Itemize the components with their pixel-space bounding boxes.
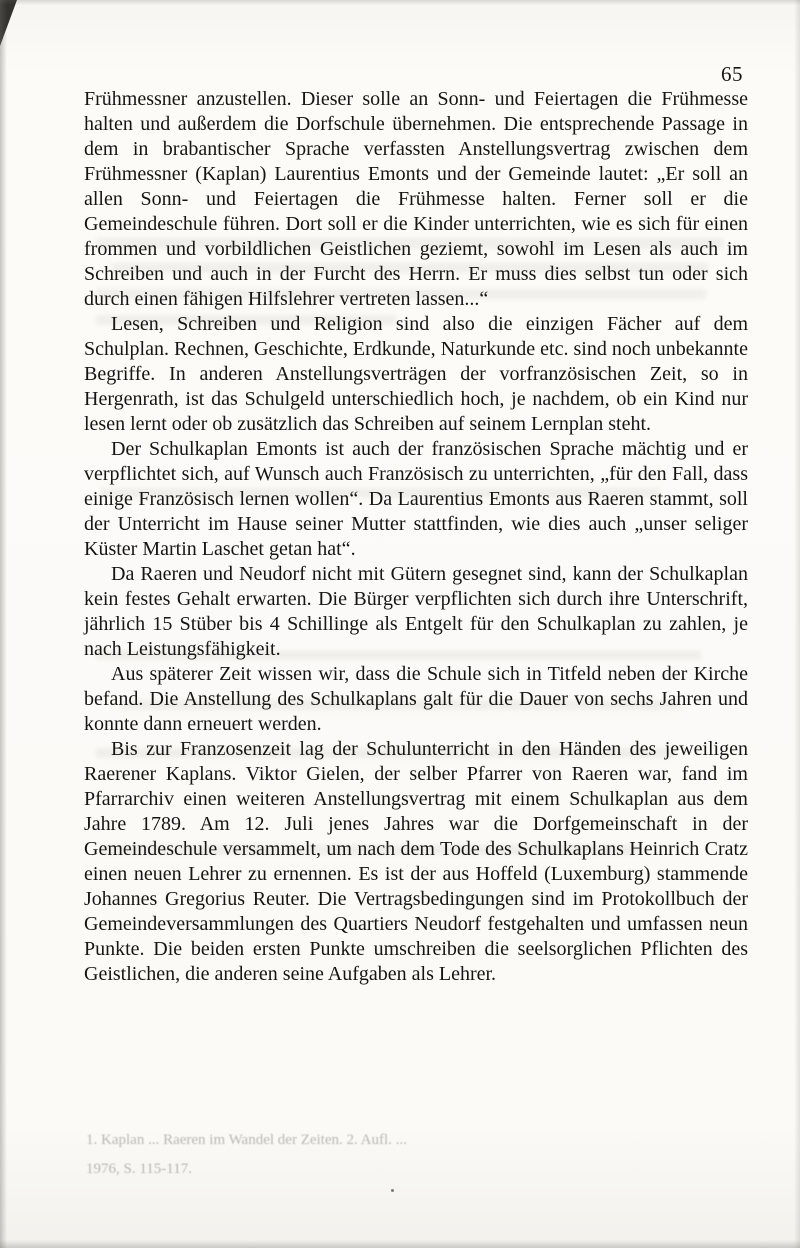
bleedthrough-footnote-line: 1. Kaplan ... Raeren im Wandel der Zeiten. 2. Aufl. ... — [86, 1132, 407, 1148]
page-corner-shadow — [0, 0, 17, 46]
page-text — [84, 87, 748, 987]
scan-edge-bottom — [0, 1240, 800, 1248]
page-number: 65 — [721, 62, 743, 86]
paragraph: Frühmessner anzustellen. Dieser solle an Sonn- und Feiertagen die Frühmesse halten und außerdem die Dorfschule übernehmen. Die entsprechende Passage in dem in brabantischer Sprache verfassten Anstellungsvertrag zwischen dem Frühmessner (Kaplan) Laurentius Emonts und der Gemeinde lautet: „Er soll an allen Sonn- und Feiertagen die Frühmesse halten. Ferner soll er die Gemeindeschule führen. Dort soll er die Kinder unterrichten, wie es sich für einen frommen und vorbildlichen Geistlichen geziemt, sowohl im Lesen als auch im Schreiben und auch in der Furcht des Herrn. Er muss dies selbst tun oder sich durch einen fähigen Hilfslehrer vertreten lassen...“ — [84, 88, 748, 310]
scan-edge-left — [0, 0, 7, 1248]
paragraph: Lesen, Schreiben und Religion sind also die einzigen Fächer auf dem Schulplan. Rechnen, Geschichte, Erdkunde, Naturkunde etc. sind noch unbekannte Begriffe. In anderen Anstellungsverträgen der vorfranzösischen Zeit, so in Hergenrath, ist das Schulgeld unterschiedlich hoch, je nachdem, ob ein Kind nur lesen lernt oder ob zusätzlich das Schreiben auf seinem Lernplan steht. — [84, 313, 748, 435]
paragraph: Der Schulkaplan Emonts ist auch der französischen Sprache mächtig und er verpflichtet sich, auf Wunsch auch Französisch zu unterrichten, „für den Fall, dass einige Französisch lernen wollen“. Da Laurentius Emonts aus Raeren stammt, soll der Unterricht im Hause seiner Mutter stattfinden, wie dies auch „unser seliger Küster Martin Laschet getan hat“. — [84, 438, 748, 560]
scan-edge-right — [794, 0, 800, 1248]
paragraph: Da Raeren und Neudorf nicht mit Gütern gesegnet sind, kann der Schulkaplan kein festes Gehalt erwarten. Die Bürger verpflichten sich durch ihre Unterschrift, jährlich 15 Stüber bis 4 Schillinge als Entgelt für den Schulkaplan zu zahlen, je nach Leistungsfähigkeit. — [84, 563, 748, 660]
bleedthrough-footnote-line: 1976, S. 115-117. — [86, 1161, 192, 1177]
paragraph: Bis zur Franzosenzeit lag der Schulunterricht in den Händen des jeweiligen Raerener Kaplans. Viktor Gielen, der selber Pfarrer von Raeren war, fand im Pfarrarchiv einen weiteren Anstellungsvertrag mit einem Schulkaplan aus dem Jahre 1789. Am 12. Juli jenes Jahres war die Dorfgemeinschaft in der Gemeindeschule versammelt, um nach dem Tode des Schulkaplans Heinrich Cratz einen neuen Lehrer zu ernennen. Es ist der aus Hoffeld (Luxemburg) stammende Johannes Gregorius Reuter. Die Vertragsbedingungen sind im Protokollbuch der Gemeindeversammlungen des Quartiers Neudorf festgehalten und umfassen neun Punkte. Die beiden ersten Punkte umschreiben die seelsorglichen Pflichten des Geistlichen, die anderen seine Aufgaben als Lehrer. — [84, 738, 748, 985]
scan-speck — [391, 1189, 394, 1192]
bleedthrough-footnote — [86, 1126, 646, 1184]
scan-edge-top — [0, 0, 800, 5]
paragraph: Aus späterer Zeit wissen wir, dass die Schule sich in Titfeld neben der Kirche befand. Die Anstellung des Schulkaplans galt für die Dauer von sechs Jahren und konnte dann erneuert werden. — [84, 663, 748, 735]
